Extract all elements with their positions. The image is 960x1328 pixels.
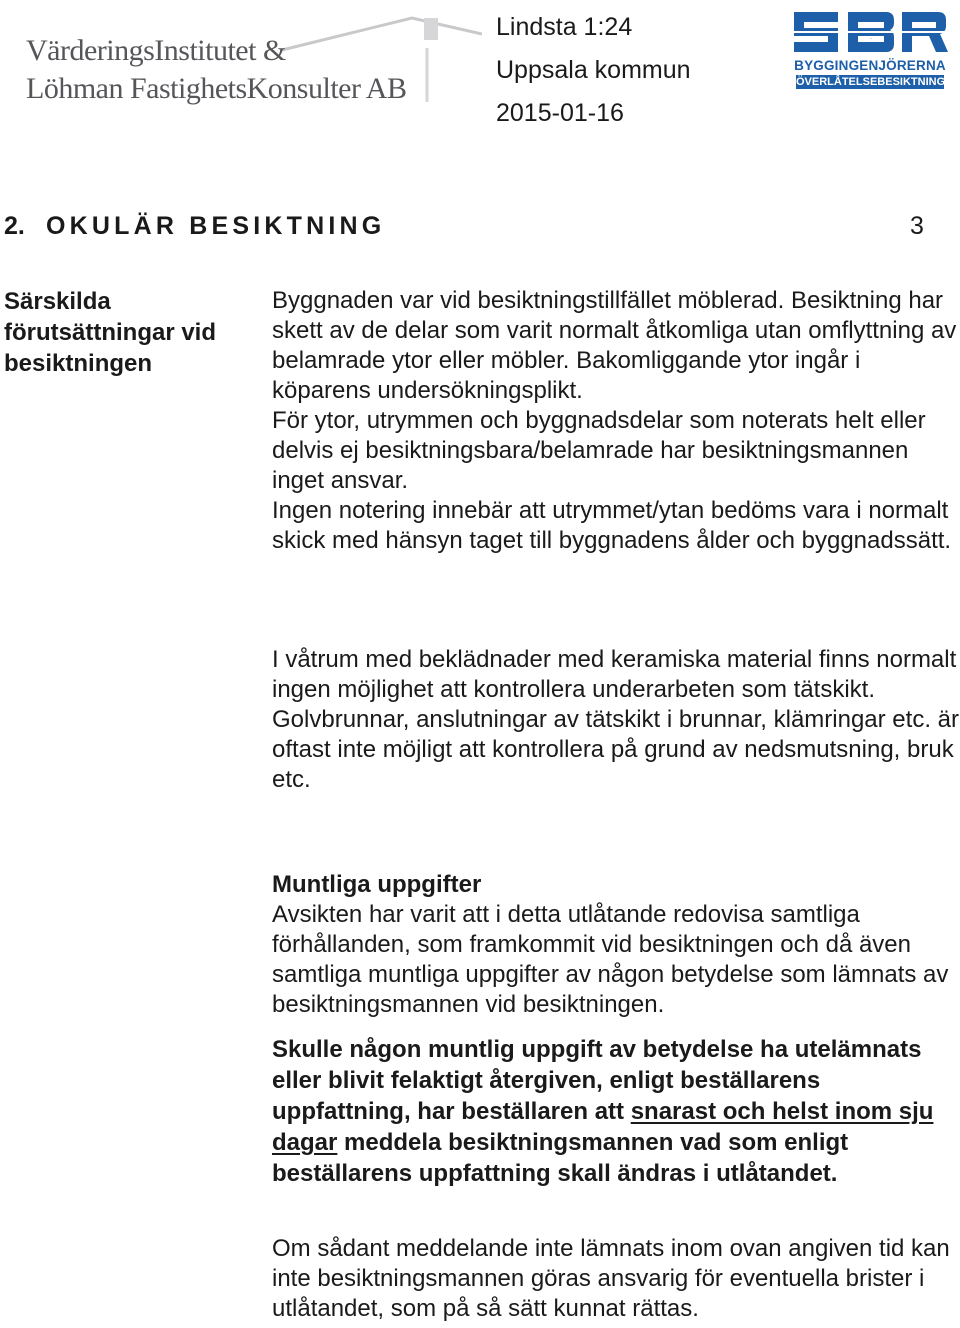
section-number: 2.	[4, 212, 25, 240]
paragraph-wet-rooms: I våtrum med beklädnader med keramiska material finns normalt ingen möjlighet att kontrollera underarbeten som tätskikt. Golvbrunnar, anslutningar av tätskikt i brunnar, klämringar etc. är oftast inte möjligt att kontrollera på grund av nedsmutsning, bruk etc.	[272, 646, 959, 793]
notice-text-b: meddela besiktningsmannen vad som enligt beställarens uppfattning skall ändras i utlåtandet.	[272, 1129, 849, 1187]
company-name-line2: Löhman FastighetsKonsulter AB	[26, 72, 407, 105]
sbr-logo	[790, 4, 950, 90]
paragraph-text: Ingen notering innebär att utrymmet/ytan bedöms vara i normalt skick med hänsyn taget till byggnadens ålder och byggnadssätt.	[272, 497, 952, 554]
side-label: Särskilda förutsättningar vid besiktningen	[4, 288, 217, 377]
municipality: Uppsala kommun	[496, 56, 691, 84]
paragraph-liability: Om sådant meddelande inte lämnats inom ovan angiven tid kan inte besiktningsmannen göras ansvarig för eventuella brister i utlåtandet, som på så sätt kunnat rättas.	[272, 1235, 950, 1322]
page-number: 3	[910, 212, 924, 240]
company-logo	[22, 14, 462, 104]
sbr-subtitle: ÖVERLÅTELSEBESIKTNING	[796, 76, 946, 88]
svg-text:SBR: SBR	[870, 39, 873, 40]
paragraph-text: Byggnaden var vid besiktningstillfället möblerad. Besiktning har skett av de delar som varit normalt åtkomliga utan omflyttning av belamrade ytor eller möbler. Bakomliggande ytor ingår i köparens undersökningsplikt.	[272, 287, 957, 404]
notice-text-a: Skulle någon muntlig uppgift av betydelse ha utelämnats eller blivit felaktigt återgiven, enligt beställarens uppfattning, har beställaren att	[272, 1036, 922, 1125]
paragraph-notice-bold	[272, 1034, 960, 1189]
oral-info-heading: Muntliga uppgifter	[272, 871, 482, 898]
section-title: OKULÄR BESIKTNING	[46, 212, 386, 240]
paragraph-furnished	[272, 286, 960, 556]
sbr-title: BYGGINGENJÖRERNA	[794, 58, 946, 73]
document-meta	[496, 6, 691, 135]
property-address: Lindsta 1:24	[496, 13, 633, 41]
notice-deadline: snarast och helst inom sju dagar	[272, 1098, 934, 1156]
sbr-letters-graphic	[792, 6, 948, 56]
company-name-line1: VärderingsInstitutet &	[26, 34, 286, 67]
paragraph-text: För ytor, utrymmen och byggnadsdelar som noterats helt eller delvis ej besiktningsbara/belamrade har besiktningsmannen inget ansvar.	[272, 407, 926, 494]
document-date: 2015-01-16	[496, 99, 624, 127]
paragraph-oral-info: Avsikten har varit att i detta utlåtande redovisa samtliga förhållanden, som framkommit vid besiktningen och då även samtliga muntliga uppgifter av någon betydelse som lämnats av besiktningsmannen vid besiktningen.	[272, 901, 949, 1018]
